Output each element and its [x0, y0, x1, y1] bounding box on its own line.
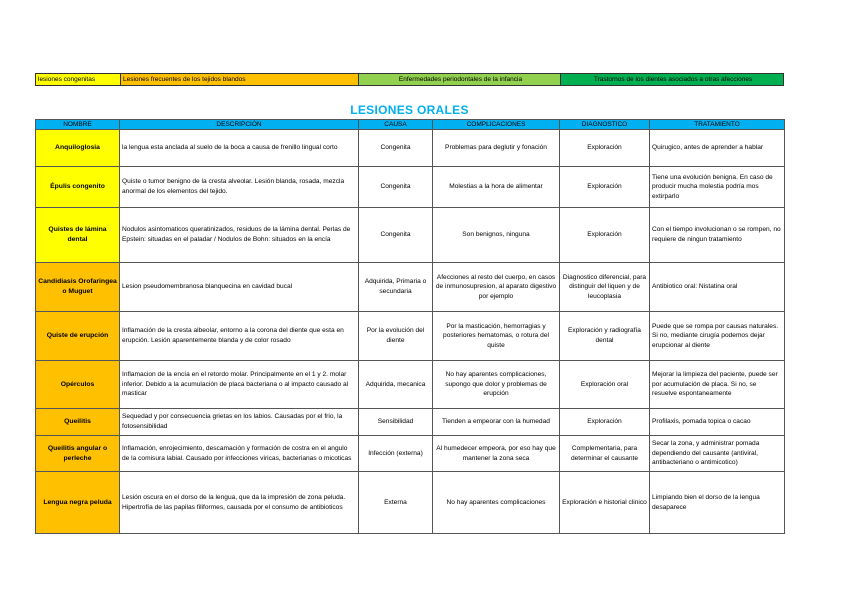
table-row: [36, 409, 785, 436]
lesions-table: [35, 119, 785, 534]
table-row: [36, 312, 785, 361]
lesion-complications: No hay aparentes complicaciones, supongo que dolor y problemas de erupción: [433, 361, 560, 409]
header-descripcion: DESCRIPCIÓN: [120, 120, 359, 130]
lesion-treatment: Quirugico, antes de aprender a hablar: [650, 130, 785, 167]
lesion-complications: Por la masticación, hemorragias y posteriores hematomas, o rotura del quiste: [433, 312, 560, 361]
lesion-treatment: Profilaxis, pomada topica o cacao: [650, 409, 785, 436]
lesion-complications: No hay aparentes complicaciones: [433, 472, 560, 534]
lesion-description: Nodulos asintomaticos queratinizados, residuos de la lámina dental. Perlas de Epstein: situadas en el paladar / Nodulos de Bohn: situados en la encía: [120, 208, 359, 263]
lesion-complications: Tienden a empeorar con la humedad: [433, 409, 560, 436]
lesion-complications: Son benignos, ninguna: [433, 208, 560, 263]
lesion-cause: Congenita: [359, 130, 433, 167]
lesion-name: Quistes de lámina dental: [36, 208, 120, 263]
color-legend: [35, 73, 784, 86]
lesion-cause: Congenita: [359, 167, 433, 208]
lesion-treatment: Antibiotico oral: Nistatina oral: [650, 263, 785, 312]
legend-periodontal: Enfermedades periodontales de la infancia: [359, 74, 561, 85]
table-header-row: [36, 120, 785, 130]
header-nombre: NOMBRE: [36, 120, 120, 130]
lesion-cause: Sensibilidad: [359, 409, 433, 436]
lesion-treatment: Mejorar la limpieza del paciente, puede ser por acumulación de placa. Si no, se resuelve espontaneamente: [650, 361, 785, 409]
lesion-treatment: Limpiando bien el dorso de la lengua desaparece: [650, 472, 785, 534]
lesion-complications: Afecciones al resto del cuerpo, en casos de inmunosupresion, al aparato digestivo por ejemplo: [433, 263, 560, 312]
lesion-description: Inflamacion de la encía en el retordo molar. Principalmente en el 1 y 2. molar inferior. Debido a la acumulación de placa bacteriana o al impacto causado al masticar: [120, 361, 359, 409]
lesion-diagnosis: Exploración oral: [560, 361, 650, 409]
header-causa: CAUSA: [359, 120, 433, 130]
lesion-diagnosis: Exploración: [560, 167, 650, 208]
lesion-description: Inflamación, enrojecimiento, descamación y formación de costra en el angulo de la comisura labial. Causado por infecciones viricas, bacterianas o micoticas: [120, 436, 359, 472]
lesion-cause: Adquirida, mecanica: [359, 361, 433, 409]
table-row: [36, 208, 785, 263]
table-row: [36, 167, 785, 208]
table-row: [36, 472, 785, 534]
lesion-description: Quiste o tumor benigno de la cresta alveolar. Lesión blanda, rosada, mezcla anormal de los elementos del tejido.: [120, 167, 359, 208]
lesion-name: Anquiloglosia: [36, 130, 120, 167]
lesion-diagnosis: Diagnostico diferencial, para distinguir del liquen y de leucoplasia: [560, 263, 650, 312]
lesion-complications: Molestias a la hora de alimentar: [433, 167, 560, 208]
header-tratamiento: TRATAMIENTO: [650, 120, 785, 130]
lesion-description: Inflamación de la cresta albeolar, entorno a la corona del diente que esta en erupción. Lesión aparentemente blanda y de color rosado: [120, 312, 359, 361]
lesion-description: Lesion pseudomembranosa blanquecina en cavidad bucal: [120, 263, 359, 312]
lesion-name: Candidiasis Orofaringea o Muguet: [36, 263, 120, 312]
table-row: [36, 361, 785, 409]
lesion-description: Sequedad y por consecuencia grietas en los labios. Causadas por el frio, la fotosensibilidad: [120, 409, 359, 436]
lesion-description: Lesión oscura en el dorso de la lengua, que da la impresión de zona peluda. Hipertrofía de las papilas filiformes, causada por el consumo de antibioticos: [120, 472, 359, 534]
lesion-cause: Por la evolución del diente: [359, 312, 433, 361]
lesion-name: Lengua negra peluda: [36, 472, 120, 534]
table-row: [36, 130, 785, 167]
header-complicaciones: COMPLICACIONES: [433, 120, 560, 130]
lesion-name: Opérculos: [36, 361, 120, 409]
lesion-name: Épulis congenito: [36, 167, 120, 208]
lesion-diagnosis: Exploración: [560, 130, 650, 167]
lesion-complications: Problemas para deglutir y fonación: [433, 130, 560, 167]
lesion-diagnosis: Exploración: [560, 409, 650, 436]
legend-dental-disorders: Trastornos de los dientes asociados a otras afecciones: [561, 74, 783, 85]
lesion-diagnosis: Complementaria, para determinar el causante: [560, 436, 650, 472]
legend-soft-tissue: Lesiones frecuentes de los tejidos blandos: [121, 74, 359, 85]
lesion-cause: Adquirida, Primaria o secundaria: [359, 263, 433, 312]
lesion-cause: Externa: [359, 472, 433, 534]
lesion-name: Quiste de erupción: [36, 312, 120, 361]
table-row: [36, 436, 785, 472]
lesion-treatment: Con el tiempo involucionan o se rompen, no requiere de ningun tratamiento: [650, 208, 785, 263]
lesion-complications: Al humedecer empeora, por eso hay que mantener la zona seca: [433, 436, 560, 472]
lesion-treatment: Secar la zona, y administrar pomada dependiendo del causante (antiviral, antibacteriano o antimicotico): [650, 436, 785, 472]
lesion-cause: Congenita: [359, 208, 433, 263]
header-diagnostico: DIAGNOSTICO: [560, 120, 650, 130]
lesion-diagnosis: Exploración y radiografía dental: [560, 312, 650, 361]
lesion-description: la lengua esta anclada al suelo de la boca a causa de frenillo lingual corto: [120, 130, 359, 167]
lesion-diagnosis: Exploración: [560, 208, 650, 263]
lesion-treatment: Puede que se rompa por causas naturales. Si no, mediante cirugía podemos dejar erupcionar al diente: [650, 312, 785, 361]
lesion-cause: Infección (externa): [359, 436, 433, 472]
lesion-diagnosis: Exploración e historial clinico: [560, 472, 650, 534]
lesion-name: Queilitis: [36, 409, 120, 436]
lesion-treatment: Tiene una evolución benigna. En caso de producir mucha molestia podría mos extirparlo: [650, 167, 785, 208]
lesion-name: Queilitis angular o perleche: [36, 436, 120, 472]
legend-congenital: lesiones congenitas: [36, 74, 121, 85]
page-title: LESIONES ORALES: [350, 103, 469, 117]
table-row: [36, 263, 785, 312]
